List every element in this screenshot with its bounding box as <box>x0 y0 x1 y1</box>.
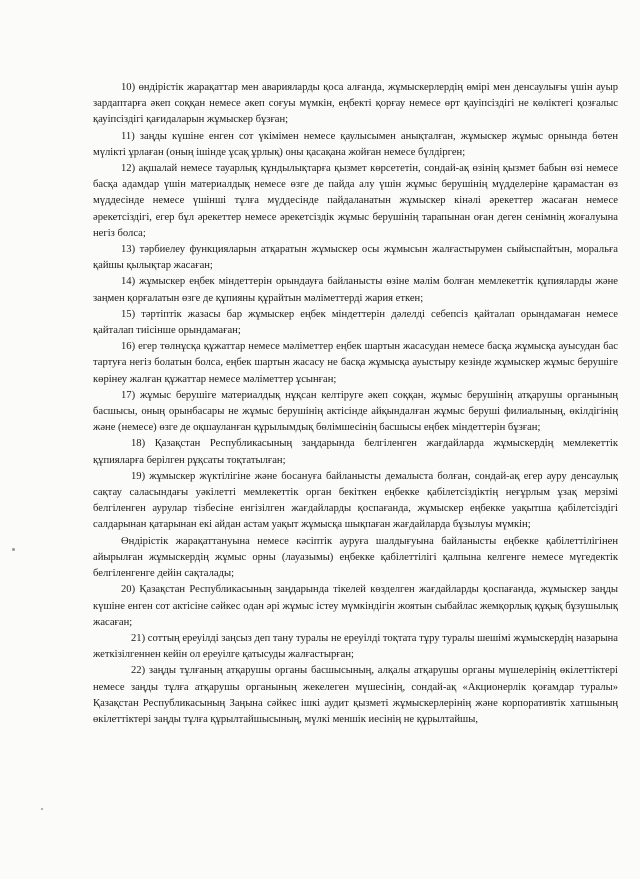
clause-13: 13) тәрбиелеу функцияларын атқаратын жұмыскер осы жұмысын жалғастырумен сыйыспайтын, моральға қайшы қылықтар жасаған; <box>93 244 618 272</box>
clause-11: 11) заңды күшіне енген сот үкімімен немесе қаулысымен анықталған, жұмыскер жұмыс орнында бөтен мүлікті ұрлаған (оның ішінде ұсақ ұрлық) оны қасақана жойған немесе бүлдірген; <box>93 130 618 158</box>
scan-speck <box>41 808 43 810</box>
clause-16: 16) егер төлнұсқа құжаттар немесе мәліметтер еңбек шартын жасасудан немесе басқа жұмысқа ауысудан бас тартуға негіз болатын болса, еңбек шартын жасасу не басқа жұмысқа ауыстыру кезінде жұмыскер жұмыс берушіге көрінеу жалған құжаттар немесе мәліметтер ұсынған; <box>93 341 618 385</box>
clause-10: 10) өндірістік жарақаттар мен аварияларды қоса алғанда, жұмыскерлердің өмірі мен денсаулығы үшін ауыр зардаптарға әкеп соққан немесе әкеп соғуы мүмкін, еңбекті қорғау немесе өрт қауіпсіздігі не көліктегі қозғалыс қауіпсіздігі қағидаларын жұмыскер бұзған; <box>93 82 618 126</box>
clause-19-note: Өндірістік жарақаттануына немесе кәсіптік ауруға шалдығуына байланысты еңбекке қабілеттілігінен айырылған жұмыскердің жұмыс орны (лауазымы) еңбекке қабілеттілігі қалпына келгенге немесе мүгедектік белгіленгенге дейін сақталады; <box>93 535 618 580</box>
clause-18: 18) Қазақстан Республикасының заңдарында белгіленген жағдайларда жұмыскердің мемлекеттік құпияларға берілген рұқсаты тоқтатылған; <box>93 438 618 466</box>
document-body <box>93 80 618 728</box>
clause-22: 22) заңды тұлғаның атқарушы органы басшысының, алқалы атқарушы органы мүшелерінің өкілеттіктері немесе заңды тұлға атқарушы органының жекелеген мүшесінің, сондай-ақ «Акционерлік қоғамдар туралы» Қазақстан Республикасының Заңына сәйкес ішкі аудит қызметі жұмыскерлерінің және корпоративтік хатшының өкілеттіктері заңды тұлға құрылтайшысының, мүлкі меншік иесінің не құрылтайшы, <box>93 665 618 725</box>
clause-14: 14) жұмыскер еңбек міндеттерін орындауға байланысты өзіне мәлім болған мемлекеттік құпияларды және заңмен қорғалатын өзге де құпияны құрайтын мәліметтерді жария еткен; <box>93 276 618 304</box>
clause-17: 17) жұмыс берушіге материалдық нұқсан келтіруге әкеп соққан, жұмыс берушінің атқарушы органының басшысы, оның орынбасары не жұмыс берушінің актісінде айқындалған жұмыс беруші филиалының, өкілдігінің және (немесе) өзге де оқшауланған құрылымдық бөлімшесінің басшысы еңбек міндеттерін бұзған; <box>93 389 618 434</box>
scan-speck <box>12 548 15 551</box>
clause-19: 19) жұмыскер жүктілігіне және босануға байланысты демалыста болған, сондай-ақ егер ауру денсаулық сақтау саласындағы уәкілетті мемлекеттік орган бекіткен еңбекке қабілетсіздіктің неғұрлым ұзақ мерзімі белгіленген аурулар тізбесіне енгізілген жағдайларды қоспағанда, жұмыскер еңбекке уақытша қабілетсіздігі салдарынан қатарынан екі айдан астам уақыт жұмысқа шықпаған жағдайларда бұзылуы мүмкін; <box>93 470 618 531</box>
clause-20: 20) Қазақстан Республикасының заңдарында тікелей көзделген жағдайларды қоспағанда, жұмыскер заңды күшіне енген сот актісіне сәйкес одан әрі жұмыс істеу мүмкіндігін жоятын сыбайлас жемқорлық құқық бұзушылық жасаған; <box>93 584 618 628</box>
clause-12: 12) ақшалай немесе тауарлық құндылықтарға қызмет көрсететін, сондай-ақ өзінің қызмет бабын өзі немесе басқа адамдар үшін материалдық немесе өзге де пайда алу үшін жұмыс берушінің мүдделеріне қарамастан өз мүддесінде немесе үшінші тұлға мүддесінде пайдаланатын жұмыскер кінәлі әрекеттер жасаған немесе әрекетсіздігі, егер бұл әрекеттер немесе әрекетсіздік жұмыс берушінің тарапынан оған деген сенімнің жоғалуына негіз болса; <box>93 163 618 239</box>
clause-21: 21) соттың ереуілді заңсыз деп тану туралы не ереуілді тоқтата тұру туралы шешімі жұмыскердің назарына жеткізілгеннен кейін ол ереуілге қатысуды жалғастырған; <box>93 632 618 661</box>
clause-15: 15) тәртіптік жазасы бар жұмыскер еңбек міндеттерін дәлелді себепсіз қайталап орындамаған немесе қайталап тиісінше орындамаған; <box>93 308 618 337</box>
